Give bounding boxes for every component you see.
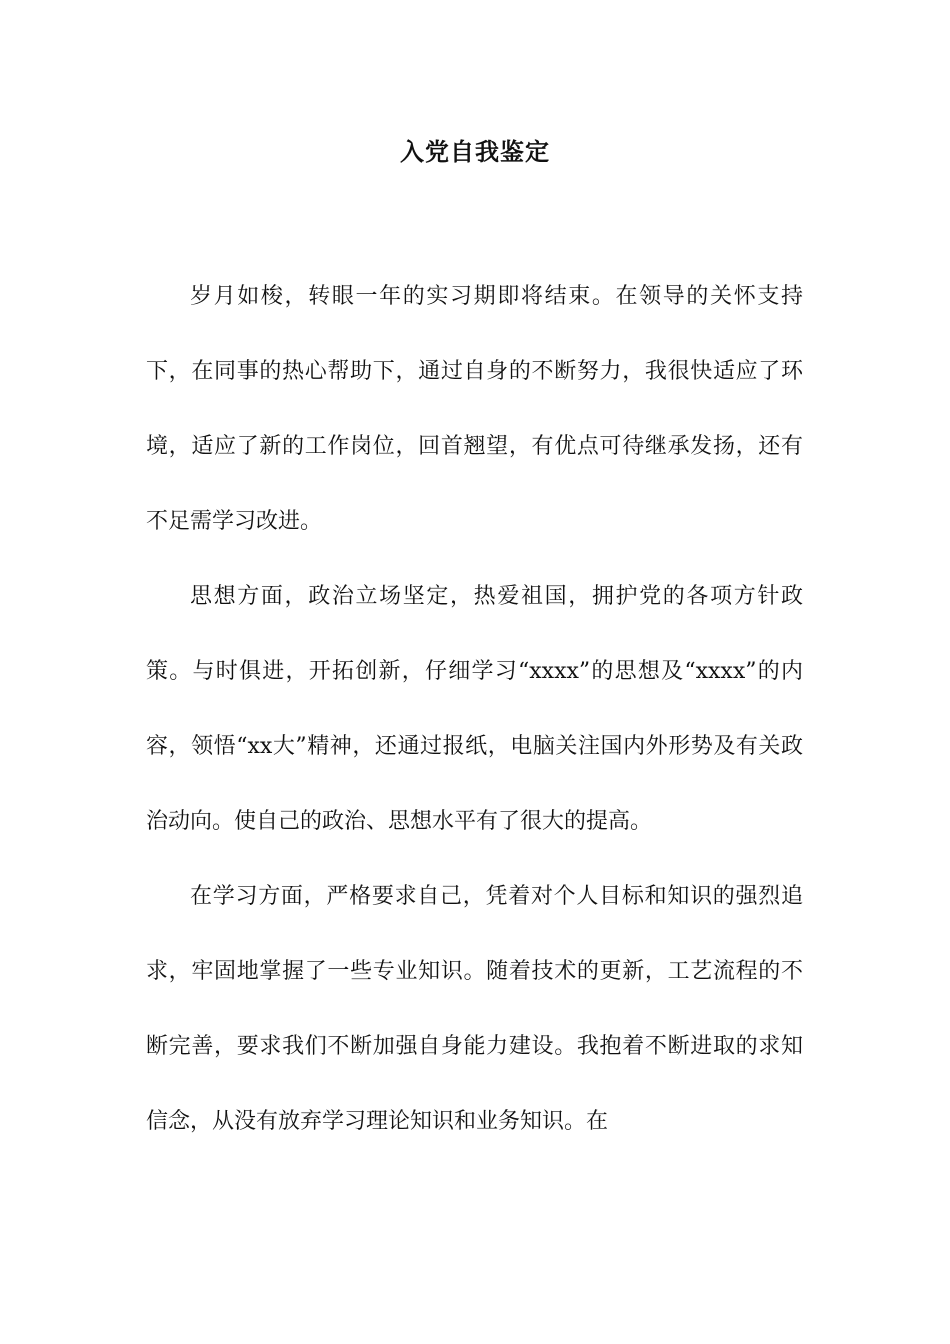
paragraph-3: 在学习方面，严格要求自己，凭着对个人目标和知识的强烈追求，牢固地掌握了一些专业知识。随着技术的更新，工艺流程的不断完善，要求我们不断加强自身能力建设。我抱着不断进取的求知信念，从没有放弃学习理论知识和业务知识。在 [146,884,803,1134]
document-body [146,259,803,1159]
paragraph-2: 思想方面，政治立场坚定，热爱祖国，拥护党的各项方针政策。与时俱进，开拓创新，仔细学习“xxxx”的思想及“xxxx”的内容，领悟“xx大”精神，还通过报纸，电脑关注国内外形势及有关政治动向。使自己的政治、思想水平有了很大的提高。 [146,584,803,834]
paragraph-1: 岁月如梭，转眼一年的实习期即将结束。在领导的关怀支持下，在同事的热心帮助下，通过自身的不断努力，我很快适应了环境，适应了新的工作岗位，回首翘望，有优点可待继承发扬，还有不足需学习改进。 [146,284,803,534]
document-title: 入党自我鉴定 [400,137,550,166]
